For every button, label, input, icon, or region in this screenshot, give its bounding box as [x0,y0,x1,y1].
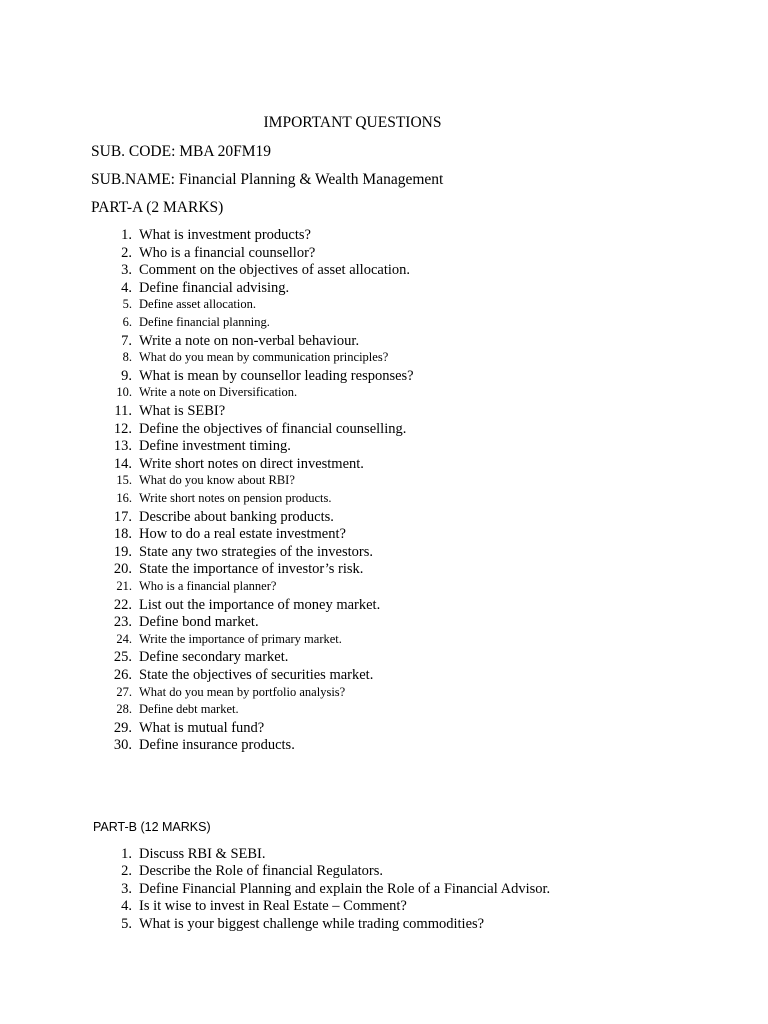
question-number: 29. [113,719,132,736]
part-a-question-3 [0,262,768,280]
part-a-question-20 [0,561,768,579]
question-number: 3. [121,880,132,897]
part-a-question-8 [0,350,768,368]
question-number: 4. [121,279,132,296]
subject-code: SUB. CODE: MBA 20FM19 [91,143,272,160]
part-a-question-6 [0,315,768,333]
part-a-heading: PART-A (2 MARKS) [91,199,224,216]
question-text: What is your biggest challenge while trading commodities? [139,915,485,932]
question-number: 1. [121,846,132,862]
question-text: Who is a financial planner? [139,579,277,593]
question-number: 20. [113,561,132,578]
part-b-heading: PART-B (12 MARKS) [93,820,211,834]
question-number: 24. [116,631,132,646]
question-text: Write a note on non-verbal behaviour. [139,332,360,349]
question-text: List out the importance of money market. [139,596,381,613]
question-text: Define debt market. [139,702,239,717]
question-text: Comment on the objectives of asset allocation. [139,262,411,279]
part-a-question-17 [0,509,768,527]
part-a-question-10 [0,385,768,403]
part-b-question-4 [0,898,768,916]
document-title: IMPORTANT QUESTIONS [263,114,442,131]
part-a-question-9 [0,368,768,386]
part-b-question-2 [0,863,768,881]
question-number: 18. [113,526,132,543]
question-text: Is it wise to invest in Real Estate – Comment? [139,898,407,915]
question-text: Write short notes on direct investment. [139,455,364,472]
part-b-question-3 [0,881,768,899]
question-text: How to do a real estate investment? [139,526,346,543]
question-text: What is investment products? [139,227,311,243]
question-text: Describe the Role of financial Regulators. [139,863,384,880]
question-text: Who is a financial counsellor? [139,244,316,261]
question-text: Discuss RBI & SEBI. [139,846,266,862]
question-text: Describe about banking products. [139,508,334,525]
question-number: 22. [113,596,132,613]
question-number: 17. [113,508,132,525]
question-number: 2. [121,244,132,261]
question-number: 25. [113,649,132,666]
part-a-question-13 [0,438,768,456]
question-number: 15. [116,473,132,488]
question-number: 5. [122,297,132,312]
question-text: What do you mean by portfolio analysis? [139,684,346,699]
question-text: Write short notes on pension products. [139,491,332,505]
question-text: Define asset allocation. [139,297,256,312]
question-number: 19. [113,543,132,560]
question-number: 26. [113,667,132,683]
question-text: Define secondary market. [139,649,289,666]
part-a-question-26 [0,667,768,685]
part-a-question-18 [0,526,768,544]
part-a-question-11 [0,403,768,421]
question-text: What do you mean by communication principles? [139,350,389,365]
question-number: 28. [116,702,132,717]
question-text: Define financial planning. [139,315,270,329]
part-a-question-2 [0,245,768,263]
question-number: 9. [121,367,132,384]
question-number: 3. [121,262,132,279]
part-b-question-5 [0,916,768,934]
question-text: State any two strategies of the investors. [139,543,373,560]
question-number: 30. [113,737,132,754]
question-text: State the objectives of securities market. [139,667,374,683]
part-a-question-16 [0,491,768,509]
part-a-question-14 [0,456,768,474]
part-a-question-21 [0,579,768,597]
question-text: Write a note on Diversification. [139,385,298,400]
question-number: 1. [121,227,132,243]
question-number: 2. [121,863,132,880]
question-number: 10. [116,385,132,400]
question-text: State the importance of investor’s risk. [139,561,364,578]
question-number: 4. [121,898,132,915]
question-number: 8. [122,350,132,365]
question-text: Define the objectives of financial counselling. [139,420,407,437]
question-text: Define investment timing. [139,438,291,455]
part-a-question-7 [0,333,768,351]
question-number: 6. [122,315,132,329]
question-text: What is mutual fund? [139,719,265,736]
question-text: What do you know about RBI? [139,473,295,488]
question-number: 11. [114,403,132,419]
question-text: Write the importance of primary market. [139,631,342,646]
question-number: 16. [116,491,132,505]
question-number: 21. [116,579,132,593]
part-a-question-1 [0,227,768,245]
part-a-question-23 [0,614,768,632]
question-text: Define insurance products. [139,737,295,754]
question-number: 5. [121,915,132,932]
part-a-question-27 [0,685,768,703]
question-number: 12. [113,420,132,437]
part-a-question-24 [0,632,768,650]
question-text: What is SEBI? [139,403,226,419]
question-number: 23. [113,614,132,631]
question-text: Define financial advising. [139,279,290,296]
part-a-question-30 [0,737,768,755]
question-number: 7. [121,332,132,349]
part-a-question-25 [0,649,768,667]
question-number: 27. [116,684,132,699]
subject-name: SUB.NAME: Financial Planning & Wealth Management [91,171,444,188]
part-a-question-5 [0,297,768,315]
part-a-question-12 [0,421,768,439]
question-text: Define Financial Planning and explain the Role of a Financial Advisor. [139,880,551,897]
part-a-question-29 [0,720,768,738]
part-a-question-19 [0,544,768,562]
question-text: Define bond market. [139,614,259,631]
part-b-question-1 [0,846,768,864]
part-a-question-28 [0,702,768,720]
part-a-question-15 [0,473,768,491]
question-number: 14. [113,455,132,472]
question-number: 13. [113,438,132,455]
part-a-question-22 [0,597,768,615]
question-text: What is mean by counsellor leading responses? [139,367,414,384]
part-a-question-4 [0,280,768,298]
